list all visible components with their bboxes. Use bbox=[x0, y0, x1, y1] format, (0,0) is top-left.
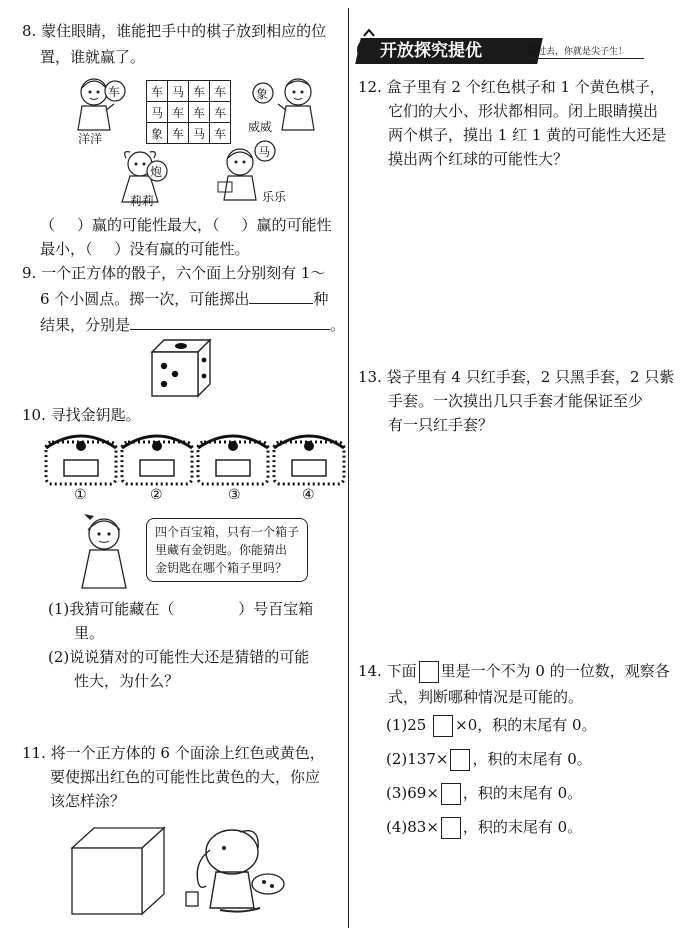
treasure-chest-4 bbox=[274, 436, 344, 484]
q11-line3: 该怎样涂？ bbox=[50, 792, 126, 810]
q14-item-1: (1)25 ×0，积的末尾有 0。 bbox=[386, 712, 597, 738]
q14-line1: 14. 下面 里是一个不为 0 的一位数，观察各 bbox=[358, 658, 670, 684]
q8-answer-line2: 最小，（ ）没有赢的可能性。 bbox=[40, 240, 250, 258]
chest-label-1: ① bbox=[74, 487, 87, 503]
chest-label-2: ② bbox=[150, 487, 163, 503]
q8-line2: 置，谁就赢了。 bbox=[40, 48, 146, 66]
banner-tagline: 跃过去，你就是尖子生！ bbox=[528, 47, 628, 57]
q12-line2: 它们的大小、形状都相同。闭上眼睛摸出 bbox=[388, 102, 659, 120]
kid2-name: 威威 bbox=[248, 120, 273, 134]
section-banner: 开放探究提优 bbox=[355, 38, 543, 64]
kid3-piece: 炮 bbox=[150, 165, 163, 179]
q8-line1: 8. 蒙住眼睛，谁能把手中的棋子放到相应的位 bbox=[22, 22, 327, 40]
q13-line1: 13. 袋子里有 4 只红手套，2 只黑手套，2 只紫 bbox=[358, 368, 675, 386]
q11-line1: 11. 将一个正方体的 6 个面涂上红色或黄色， bbox=[22, 744, 325, 762]
q13-line3: 有一只红手套？ bbox=[388, 416, 494, 434]
chest-label-4: ④ bbox=[302, 487, 315, 503]
q13-line2: 手套。一次摸出几只手套才能保证至少 bbox=[388, 392, 644, 410]
kid-weiwei-illustration bbox=[268, 74, 328, 134]
treasure-chests bbox=[44, 428, 348, 486]
kid1-name: 洋洋 bbox=[78, 132, 103, 146]
digit-box bbox=[433, 715, 453, 737]
q10-sub1-cont: 里。 bbox=[74, 624, 105, 642]
treasure-chest-1 bbox=[46, 436, 116, 484]
q14-item-3: (3)69× ，积的末尾有 0。 bbox=[386, 780, 582, 806]
kid4-piece: 马 bbox=[258, 145, 271, 159]
digit-box bbox=[441, 817, 461, 839]
column-divider bbox=[348, 8, 349, 928]
cube-illustration bbox=[70, 826, 166, 916]
q9-line3: 结果，分别是 。 bbox=[40, 316, 346, 334]
q12-line1: 12. 盒子里有 2 个红色棋子和 1 个黄色棋子， bbox=[358, 78, 665, 96]
q11-line2: 要使掷出红色的可能性比黄色的大，你应 bbox=[50, 768, 321, 786]
kid3-name: 莉莉 bbox=[130, 194, 155, 208]
q10-sub2-cont: 性大，为什么？ bbox=[74, 672, 180, 690]
tagline-underline bbox=[528, 58, 644, 59]
kid2-piece: 象 bbox=[256, 87, 269, 101]
q8-answer-line1: （ ）赢的可能性最大，（ ）赢的可能性 bbox=[40, 216, 332, 234]
q9-line2: 6 个小圆点。掷一次，可能掷出 种 bbox=[40, 290, 329, 308]
kid4-name: 乐乐 bbox=[262, 190, 287, 204]
q9-line1: 9. 一个正方体的骰子，六个面上分别刻有 1～ bbox=[22, 264, 326, 282]
elephant-painter-illustration bbox=[180, 822, 290, 914]
digit-box bbox=[419, 661, 439, 683]
digit-box bbox=[441, 783, 461, 805]
treasure-chest-3 bbox=[198, 436, 268, 484]
chess-grid: 车 马 车 车 马 车 车 车 象 车 马 车 bbox=[146, 80, 231, 144]
q10-sub1: (1)我猜可能藏在（ ）号百宝箱 bbox=[48, 600, 314, 618]
q10-sub2: (2)说说猜对的可能性大还是猜错的可能 bbox=[48, 648, 310, 666]
q14-item-2: (2)137× ，积的末尾有 0。 bbox=[386, 746, 592, 772]
q10-title: 10. 寻找金钥匙。 bbox=[22, 406, 141, 424]
q14-line2: 式，判断哪种情况是可能的。 bbox=[388, 688, 584, 706]
kid1-piece: 车 bbox=[108, 85, 121, 99]
dice-illustration bbox=[150, 338, 212, 398]
chest-label-3: ③ bbox=[228, 487, 241, 503]
digit-box bbox=[450, 749, 470, 771]
treasure-chest-2 bbox=[122, 436, 192, 484]
speech-bubble: 四个百宝箱，只有一个箱子 里藏有金钥匙。你能猜出 金钥匙在哪个箱子里吗？ bbox=[146, 518, 308, 582]
q12-line3: 两个棋子，摸出 1 红 1 黄的可能性大还是 bbox=[388, 126, 667, 144]
girl-illustration bbox=[74, 510, 138, 590]
q14-item-4: (4)83× ，积的末尾有 0。 bbox=[386, 814, 582, 840]
q12-line4: 摸出两个红球的可能性大？ bbox=[388, 150, 569, 168]
